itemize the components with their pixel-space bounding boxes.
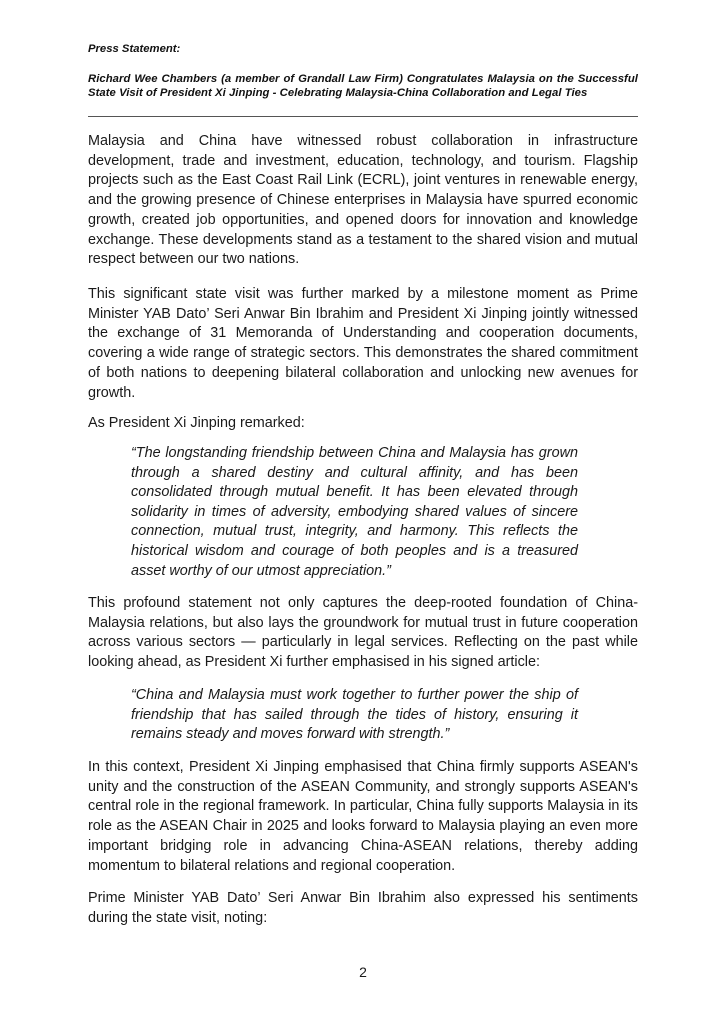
paragraph-profound-statement: This profound statement not only captures the deep-rooted foundation of China-Malaysia relations, but also lays the groundwork for mutual trust in future cooperation across various sectors — particularly in legal services. Reflecting on the past while looking ahead, as President Xi further emphasised in his signed article: [88,595,638,671]
press-statement-title: Richard Wee Chambers (a member of Grandall Law Firm) Congratulates Malaysia on the Successful State Visit of President Xi Jinping - Celebrating Malaysia-China Collaboration and Legal Ties [88,73,638,100]
press-statement-label: Press Statement: [88,43,181,55]
page-number: 2 [359,964,367,980]
paragraph-xi-remark-intro: As President Xi Jinping remarked: [88,415,305,431]
paragraph-asean-context: In this context, President Xi Jinping emphasised that China firmly supports ASEAN's unity and the construction of the ASEAN Community, and strongly supports ASEAN's central role in the regional framework. In particular, China fully supports Malaysia in its role as the ASEAN Chair in 2025 and looks forward to Malaysia playing an even more important bridging role in advancing China-ASEAN relations, thereby adding momentum to bilateral relations and regional cooperation. [88,759,638,874]
paragraph-collaboration: Malaysia and China have witnessed robust collaboration in infrastructure development, trade and investment, education, technology, and tourism. Flagship projects such as the East Coast Rail Link (ECRL), joint ventures in renewable energy, and the growing presence of Chinese enterprises in Malaysia have spurred economic growth, created job opportunities, and opened doors for innovation and knowledge exchange. These developments stand as a testament to the shared vision and mutual respect between our two nations. [88,133,638,268]
quote-xi-friendship: “The longstanding friendship between China and Malaysia has grown through a shared destiny and cultural affinity, and has been consolidated through mutual benefit. It has been elevated through solidarity in times of adversity, embodying shared values of sincere connection, mutual trust, integrity, and harmony. This reflects the historical wisdom and courage of both peoples and is a treasured asset worthy of our utmost appreciation.” [131,445,578,579]
header-divider [88,116,638,117]
quote-xi-ship-of-friendship: “China and Malaysia must work together to further power the ship of friendship that has sailed through the tides of history, ensuring it remains steady and moves forward with strength.” [131,687,578,743]
paragraph-mou-exchange: This significant state visit was further marked by a milestone moment as Prime Minister YAB Dato’ Seri Anwar Bin Ibrahim and President Xi Jinping jointly witnessed the exchange of 31 Memoranda of Understanding and cooperation documents, covering a wide range of strategic sectors. This demonstrates the shared commitment of both nations to deepening bilateral collaboration and unlocking new avenues for growth. [88,286,638,401]
paragraph-anwar-sentiments: Prime Minister YAB Dato’ Seri Anwar Bin Ibrahim also expressed his sentiments during the state visit, noting: [88,890,638,926]
